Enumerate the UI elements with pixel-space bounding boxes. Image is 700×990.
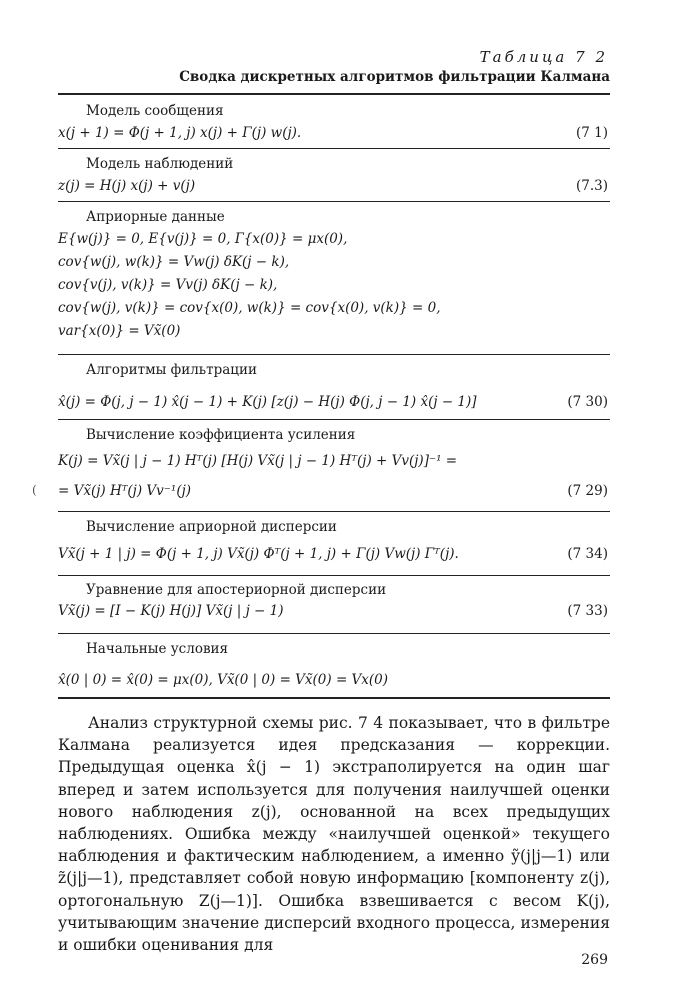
table-top-rule (58, 93, 610, 95)
section-divider (58, 633, 610, 634)
section-divider (58, 148, 610, 149)
section-divider (58, 354, 610, 355)
equation-number: (7.3) (575, 178, 608, 194)
equation: K(j) = Vx̃(j | j − 1) Hᵀ(j) [H(j) Vx̃(j | j − 1) Hᵀ(j) + Vv(j)]⁻¹ = (58, 453, 458, 469)
section-title: Вычисление коэффициента усиления (86, 427, 356, 443)
margin-mark: ( (32, 483, 37, 497)
equation: x(j + 1) = Φ(j + 1, j) x(j) + Γ(j) w(j). (58, 125, 302, 141)
table-label: Таблица 7 2 (479, 48, 608, 66)
section-title: Модель наблюдений (86, 156, 234, 172)
equation: Vx̃(j) = [I − K(j) H(j)] Vx̃(j | j − 1) (58, 603, 284, 619)
page-number: 269 (581, 952, 608, 968)
equation: = Vx̃(j) Hᵀ(j) Vv⁻¹(j) (58, 483, 192, 499)
body-paragraph: Анализ структурной схемы рис. 7 4 показывает, что в фильтре Калмана реализуется идея предсказания — коррекции. Предыдущая оценка x̂(j − 1) экстраполируется на один шаг вперед и затем используется для получения наилучшей оценки нового наблюдения z(j), основанной на всех предыдущих наблюдениях. Ошибка между «наилучшей оценкой» текущего наблюдения и фактическим наблюдением, а именно ỹ(j|j—1) или z̃(j|j—1), представляет собой новую информацию [компоненту z(j), ортогональную Z(j—1)]. Ошибка взвешивается с весом K(j), учитывающим значение дисперсий входного процесса, измерения и ошибки оценивания для (58, 714, 610, 955)
section-divider (58, 575, 610, 576)
equation: x̂(0 | 0) = x̂(0) = μx(0), Vx̃(0 | 0) = Vx̃(0) = Vx(0) (58, 672, 389, 688)
section-title: Вычисление априорной дисперсии (86, 519, 337, 535)
section-divider (58, 511, 610, 512)
section-title: Модель сообщения (86, 103, 224, 119)
section-title: Алгоритмы фильтрации (86, 362, 257, 378)
table-bottom-rule (58, 697, 610, 699)
equation: cov{w(j), w(k)} = Vw(j) δK(j − k), (58, 254, 290, 270)
table-title: Сводка дискретных алгоритмов фильтрации Калмана (179, 69, 610, 85)
equation-number: (7 33) (567, 603, 608, 619)
equation-number: (7 34) (567, 546, 608, 562)
equation: var{x(0)} = Vx̃(0) (58, 323, 181, 339)
section-title: Начальные условия (86, 641, 229, 657)
section-divider (58, 201, 610, 202)
equation: Vx̃(j + 1 | j) = Φ(j + 1, j) Vx̃(j) Φᵀ(j + 1, j) + Γ(j) Vw(j) Γᵀ(j). (58, 546, 459, 562)
equation: x̂(j) = Φ(j, j − 1) x̂(j − 1) + K(j) [z(j) − H(j) Φ(j, j − 1) x̂(j − 1)] (58, 394, 477, 410)
equation-number: (7 30) (567, 394, 608, 410)
equation: E{w(j)} = 0, E{v(j)} = 0, Г{x(0)} = μx(0), (58, 231, 348, 247)
equation: cov{v(j), v(k)} = Vv(j) δK(j − k), (58, 277, 278, 293)
section-title: Уравнение для апостериорной дисперсии (86, 582, 387, 598)
section-title: Априорные данные (86, 209, 225, 225)
equation-number: (7 1) (575, 125, 608, 141)
equation: cov{w(j), v(k)} = cov{x(0), w(k)} = cov{x(0), v(k)} = 0, (58, 300, 441, 316)
equation-number: (7 29) (567, 483, 608, 499)
section-divider (58, 419, 610, 420)
equation: z(j) = H(j) x(j) + v(j) (58, 178, 196, 194)
